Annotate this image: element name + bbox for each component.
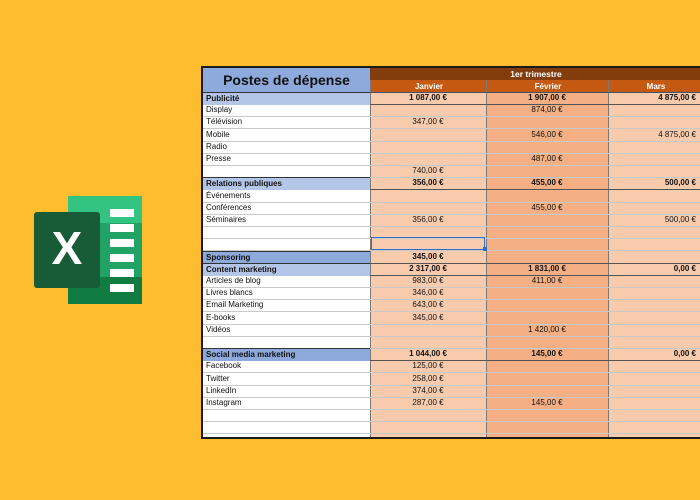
cell-fevrier[interactable]: 487,00 € [531, 154, 563, 163]
row-label: Instagram [206, 398, 242, 407]
cell-janvier[interactable] [370, 202, 486, 214]
cell-janvier[interactable]: 287,00 € [412, 398, 444, 407]
row-label: Publicité [203, 92, 370, 105]
cell-fevrier[interactable] [486, 214, 608, 226]
cell-mars[interactable] [608, 226, 700, 238]
table-row[interactable] [203, 214, 700, 227]
cell-mars[interactable]: 500,00 € [664, 215, 696, 224]
cell-janvier[interactable] [370, 324, 486, 336]
cell-fevrier[interactable] [486, 251, 608, 263]
cell-mars[interactable] [608, 312, 700, 324]
row-label [203, 336, 370, 348]
cell-fevrier[interactable]: 411,00 € [531, 276, 563, 285]
row-label [203, 238, 370, 250]
fill-handle[interactable] [483, 247, 487, 251]
row-label: E-books [206, 312, 236, 322]
header-month-mars: Mars [608, 80, 700, 93]
cell-fevrier[interactable] [486, 336, 608, 348]
table-row[interactable] [203, 153, 700, 166]
cell-fevrier[interactable]: 1 831,00 € [528, 263, 566, 273]
cell-fevrier[interactable] [486, 312, 608, 324]
table-row[interactable] [203, 129, 700, 142]
table-row[interactable] [203, 275, 700, 288]
cell-janvier[interactable] [370, 409, 486, 421]
category-row[interactable] [203, 263, 700, 276]
cell-janvier[interactable] [370, 141, 486, 153]
cell-mars[interactable] [608, 116, 700, 128]
cell-janvier[interactable]: 983,00 € [412, 276, 444, 285]
cell-janvier[interactable] [370, 336, 486, 348]
header-quarter: 1er trimestre [370, 68, 700, 80]
cell-fevrier[interactable] [486, 287, 608, 299]
cell-mars[interactable]: 500,00 € [664, 178, 696, 188]
cell-mars[interactable] [608, 409, 700, 421]
cell-janvier[interactable]: 345,00 € [412, 251, 444, 261]
cell-janvier[interactable] [370, 104, 486, 116]
row-label: Presse [206, 154, 231, 163]
cell-fevrier[interactable] [486, 409, 608, 421]
cell-janvier[interactable] [370, 190, 486, 202]
category-row[interactable] [203, 251, 700, 264]
cell-mars[interactable]: 0,00 € [673, 263, 696, 273]
table-row[interactable] [203, 190, 700, 203]
row-label [203, 226, 370, 238]
cell-janvier[interactable]: 347,00 € [412, 117, 444, 127]
cell-fevrier[interactable] [486, 360, 608, 372]
cell-mars[interactable] [608, 202, 700, 214]
logo-letter: X [51, 222, 83, 274]
cell-mars[interactable] [608, 104, 700, 116]
category-row[interactable] [203, 92, 700, 105]
cell-fevrier[interactable] [486, 421, 608, 433]
cell-fevrier[interactable] [486, 238, 608, 250]
row-label: Radio [206, 141, 227, 151]
cell-janvier[interactable]: 1 087,00 € [409, 93, 447, 102]
row-label: Content marketing [203, 263, 370, 276]
table-row[interactable] [203, 116, 700, 129]
selected-cell[interactable] [371, 237, 485, 250]
cell-mars[interactable] [608, 238, 700, 250]
cell-fevrier[interactable] [486, 141, 608, 153]
cell-janvier[interactable]: 374,00 € [412, 385, 444, 395]
table-row[interactable] [203, 373, 700, 386]
row-label: Display [206, 105, 233, 115]
cell-mars[interactable] [608, 373, 700, 385]
cell-mars[interactable]: 4 875,00 € [658, 129, 696, 139]
row-label: Événements [206, 190, 251, 200]
row-label: Sponsoring [203, 251, 370, 264]
row-label: Livres blancs [206, 288, 253, 298]
table-row[interactable] [203, 312, 700, 325]
cell-fevrier[interactable] [486, 165, 608, 177]
table-row[interactable] [203, 165, 700, 178]
table-row[interactable] [203, 397, 700, 410]
table-row[interactable] [203, 104, 700, 117]
table-row[interactable] [203, 202, 700, 215]
row-label: Articles de blog [206, 276, 261, 285]
row-label: Relations publiques [203, 177, 370, 190]
cell-janvier[interactable]: 643,00 € [412, 300, 444, 310]
cell-fevrier[interactable] [486, 226, 608, 238]
cell-mars[interactable]: 0,00 € [673, 349, 696, 359]
cell-mars[interactable] [608, 165, 700, 177]
cell-fevrier[interactable]: 455,00 € [531, 178, 563, 188]
cell-fevrier[interactable]: 455,00 € [531, 202, 563, 212]
row-label: Email Marketing [206, 300, 264, 310]
row-label: Conférences [206, 202, 252, 212]
cell-janvier[interactable]: 356,00 € [412, 215, 444, 224]
cell-mars[interactable] [608, 141, 700, 153]
cell-janvier[interactable] [370, 153, 486, 165]
row-label: Social media marketing [203, 348, 370, 361]
cell-mars[interactable] [608, 421, 700, 433]
table-row[interactable] [203, 421, 700, 434]
cell-fevrier[interactable] [486, 385, 608, 397]
cell-janvier[interactable]: 1 044,00 € [409, 349, 447, 359]
row-label [203, 421, 370, 433]
table-row[interactable] [203, 336, 700, 349]
spreadsheet[interactable] [201, 66, 700, 439]
cell-fevrier[interactable] [486, 190, 608, 202]
cell-janvier[interactable]: 125,00 € [412, 361, 444, 371]
table-row[interactable] [203, 141, 700, 154]
row-label: Mobile [206, 129, 230, 139]
cell-mars[interactable] [608, 251, 700, 263]
cell-janvier[interactable] [370, 129, 486, 141]
table-row[interactable] [203, 299, 700, 312]
cell-mars[interactable] [608, 385, 700, 397]
header-month-fevrier: Février [486, 80, 609, 93]
cell-fevrier[interactable] [486, 116, 608, 128]
cell-fevrier[interactable] [486, 299, 608, 311]
cell-janvier[interactable]: 2 317,00 € [409, 263, 447, 273]
cell-fevrier[interactable]: 546,00 € [531, 129, 563, 139]
cell-mars[interactable] [608, 324, 700, 336]
cell-janvier[interactable]: 356,00 € [412, 178, 444, 188]
cell-mars[interactable] [608, 190, 700, 202]
row-label [203, 409, 370, 421]
excel-icon [34, 182, 144, 318]
category-row[interactable] [203, 177, 700, 190]
row-label: Facebook [206, 361, 242, 371]
category-row[interactable] [203, 348, 700, 361]
cell-janvier[interactable]: 740,00 € [412, 166, 444, 176]
table-row[interactable] [203, 324, 700, 337]
cell-fevrier[interactable]: 145,00 € [531, 398, 563, 407]
cell-janvier[interactable]: 346,00 € [412, 288, 444, 298]
cell-mars[interactable] [608, 153, 700, 165]
cell-janvier[interactable] [370, 421, 486, 433]
row-label: Vidéos [206, 324, 231, 334]
cell-mars[interactable] [608, 397, 700, 409]
row-label: LinkedIn [206, 385, 237, 395]
table-row[interactable] [203, 287, 700, 300]
row-label: Twitter [206, 373, 230, 383]
row-label: Séminaires [206, 215, 247, 224]
cell-mars[interactable]: 4 875,00 € [658, 93, 696, 102]
cell-fevrier[interactable]: 145,00 € [531, 349, 563, 359]
cell-fevrier[interactable]: 874,00 € [531, 105, 563, 115]
cell-janvier[interactable]: 258,00 € [412, 373, 444, 383]
cell-mars[interactable] [608, 299, 700, 311]
header-title: Postes de dépense [203, 68, 370, 93]
cell-mars[interactable] [608, 275, 700, 287]
cell-fevrier[interactable] [486, 373, 608, 385]
cell-mars[interactable] [608, 287, 700, 299]
row-label: Télévision [206, 117, 243, 127]
cell-janvier[interactable]: 345,00 € [412, 312, 444, 322]
table-row[interactable] [203, 360, 700, 373]
table-row[interactable] [203, 409, 700, 422]
row-label [203, 165, 370, 177]
table-row[interactable] [203, 385, 700, 398]
cell-mars[interactable] [608, 336, 700, 348]
header-month-janvier: Janvier [370, 80, 487, 93]
cell-mars[interactable] [608, 360, 700, 372]
cell-fevrier[interactable]: 1 420,00 € [528, 324, 566, 334]
cell-fevrier[interactable]: 1 907,00 € [528, 93, 566, 102]
